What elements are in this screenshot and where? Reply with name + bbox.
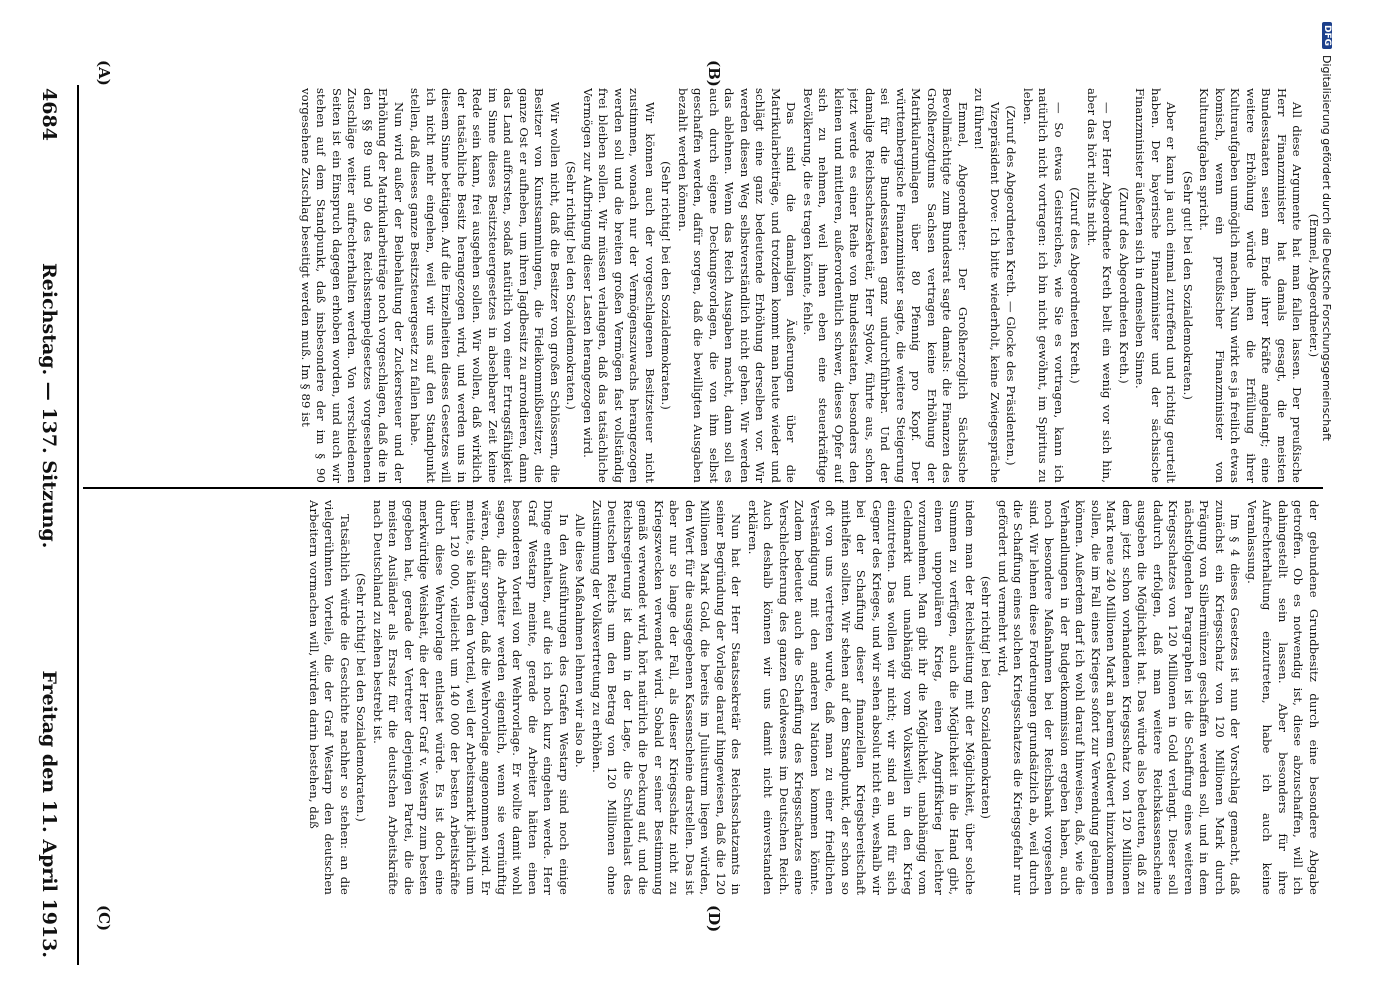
page-number: 4684 <box>38 88 60 141</box>
paragraph: Das sind die damaligen Äußerungen über die Matrikularbeiträge, und trotzdem kommt man heute wieder und schlägt eine ganz bedeutende Erhöhung derselben vor. Wir werden diesen Weg selbstverständlich nicht gehen. Wir werden das ablehnen. Wenn das Reich Ausgaben macht, dann soll es auch durch eigene Deckungsvorlagen, die von ihm selbst geschaffen werden, dafür sorgen, daß die bewilligten Ausgaben bezahlt werden können. <box>676 88 799 483</box>
paragraph: Alle diese Maßnahmen lehnen wir also ab. <box>573 514 588 768</box>
paragraph: Wir können auch der vorgeschlagenen Besitzsteuer nicht zustimmen, wonach nur der Vermögenszuwachs herangezogen werden soll und die breiten großen Vermögen fast vollständig frei bleiben sollen. Wir müssen verlangen, daß das tatsächliche Vermögen zur Aufbringung dieser Lasten herangezogen wird. <box>581 88 657 483</box>
paragraph: der gebundene Grundbesitz durch eine besondere Abgabe getroffen. Ob es notwendig ist, diese abzuschaffen, will ich dahingestellt sein lassen. Aber besonders für ihre Aufrechterhaltung einzutreten, habe ich auch keine Veranlassung. <box>1245 500 1321 895</box>
paragraph: In den Ausführungen des Grafen Westarp sind noch einige Dinge enthalten, auf die ich noch kurz eingehen werde. Herr Graf Westarp meinte, gerade die Arbeiter hätten einen besonderen Vorteil von der Wehrvorlage. Er wollte damit wohl sagen, die Arbeiter werden eigentlich, wenn sie vernünftig wären, dafür sorgen, daß die Wehrvorlage angenommen wird. Er meinte, sie hätten den Vorteil, weil der Arbeitsmarkt jährlich um über 120 000, vielleicht um 140 000 der besten Arbeitskräfte durch diese Wehrvorlage entlastet würde. Es ist doch eine merkwürdige Weisheit, die der Herr Graf v. Westarp zum besten gegeben hat, gerade der Vertreter derjenigen Partei, die die meisten Ausländer als Ersatz für die deutschen Arbeitskräfte nach Deutschland zu ziehen bestrebt ist. <box>371 500 571 895</box>
interjection: (sehr richtig! bei den Sozialdemokraten) <box>979 575 994 820</box>
interjection: (Sehr richtig! bei den Sozialdemokraten.) <box>659 161 674 410</box>
interjection: (Zuruf des Abgeordneten Kreth. — Glocke des Präsidenten.) <box>1004 105 1019 466</box>
paragraph: Wir wollen nicht, daß die Besitzer von großen Schlössern, die Besitzer von Kunstsammlungen, die Fideikommißbesitzer, die ganze Ost er aufheben, um ihren Jagdbesitz zu arrondieren, dann das Land aufforsten, sodaß natürlich von einer Ertragsfähigkeit im Sinne dieses Besitzsteuergesetzes in absehbarer Zeit keine Rede sein kann, frei ausgehen sollen. Wir wollen, daß wirklich der tatsächliche Besitz herangezogen wird, und werden uns in diesem Sinne betätigen. Auf die Einzelheiten dieses Gesetzes will ich nicht mehr eingehen, weil wir uns auf den Standpunkt stellen, daß dieses ganze Besitzsteuergesetz zu fallen habe. <box>408 88 562 483</box>
page-header <box>33 88 65 958</box>
paragraph: Tatsächlich würde die Geschichte nachher so stehen: an die vielgerühmten Vorteile, die der Graf Westarp den deutschen Arbeitern vormachen will, würden darin bestehen, daß <box>307 500 352 895</box>
paragraph: Im § 4 dieses Gesetzes ist nun der Vorschlag gemacht, daß zunächst ein Kriegsschatz von 120 Millionen Mark durch Prägung von Silbermünzen geschaffen werden soll, und in dem nächstfolgenden Paragraphen ist die Schaffung eines weiteren Kriegsschatzes von 120 Millionen in Gold verlangt. Dieser soll dadurch erfolgen, daß man weitere Reichskassenscheine ausgeben die Möglichkeit hat. Das würde also bedeuten, daß zu dem jetzt schon vorhandenen Kriegsschatz von 120 Millionen Mark neue 240 Millionen Mark an barem Geldwert hinzukommen sollen, die im Fall eines Krieges sofort zur Verwendung gelangen können. Außerdem darf ich wohl darauf hinweisen, daß, wie die Verhandlungen in der Budgetkommission ergeben haben, auch noch besondere Maßnahmen bei der Reichsbank vorgesehen sind. Wir lehnen diese Forderungen grundsätzlich ab, weil durch die Schaffung eines solchen Kriegsschatzes die Kriegsgefahr nur gefördert und vermehrt wird, <box>996 500 1243 895</box>
dfg-logo: DFG <box>1322 22 1332 49</box>
right-column <box>83 500 1321 895</box>
session-title: Reichstag. — 137. Sitzung. <box>38 263 60 549</box>
digitization-credit <box>1319 22 1335 962</box>
header-divider <box>77 85 79 965</box>
paragraph: indem man der Reichsleitung mit der Möglichkeit, über solche Summen zu verfügen, auch die Möglichkeit in die Hand gibt, einen unpopulären Krieg, einen Angriffskrieg leichter vorzunehmen. Man gibt ihr die Möglichkeit, unabhängig vom Geldmarkt und unabhängig vom Volkswillen in den Krieg einzutreten. Das wollen wir nicht; wir sind an und für sich Gegner des Krieges, und wir sehen absolut nicht ein, weshalb wir bei der Schaffung dieser finanziellen Kriegsbereitschaft mithelfen sollten. Wir stehen auf dem Standpunkt, der schon so oft von uns vertreten wurde, daß man zu einer friedlichen Verständigung mit den anderen Nationen kommen könnte. Zudem bedeutet auch die Schaffung des Kriegsschatzes eine Verschlechterung des ganzen Geldwesens im Deutschen Reich. Auch deshalb können wir uns damit nicht einverstanden erklären. <box>746 500 977 895</box>
paragraph: All diese Argumente hat man fallen lassen. Der preußische Herr Finanzminister hat damals gesagt, die meisten Bundesstaaten seien am Ende ihrer Kräfte angelangt; eine weitere Erhöhung würde ihnen die Erfüllung ihrer Kulturaufgaben unmöglich machen. Nun wirkt es ja freilich etwas komisch, wenn ein preußischer Finanzminister von Kulturaufgaben spricht. <box>1197 88 1305 483</box>
paragraph: Aber er kann ja auch einmal zutreffend und richtig geurteilt haben. Der bayerische Finanzminister und der sächsische Finanzminister äußerten sich in demselben Sinne. <box>1133 88 1179 483</box>
interjection: (Sehr richtig! bei den Sozialdemokraten.) <box>354 573 369 822</box>
session-date: Freitag den 11. April 1913. <box>38 670 60 958</box>
paragraph: Nun hat der Herr Staatssekretär des Reichsschatzamts in seiner Begründung der Vorlage darauf hingewiesen, daß die 120 Millionen Mark Gold, die bereits im Juliusturm liegen würden, den Wert für die ausgegebenen Kassenscheine darstellen. Das ist aber nur so lange der Fall, als dieser Kriegsschatz nicht zu Kriegszwecken verwendet wird. Sobald er seiner Bestimmung gemäß verwendet wird, hört natürlich die Deckung auf, und die Reichsregierung ist dann in der Lage, die Schuldenlast des Deutschen Reichs um den Betrag von 120 Millionen ohne Zustimmung der Volksvertretung zu erhöhen. <box>590 500 744 895</box>
paragraph: Emmel, Abgeordneter: Der Großherzoglich Sächsische Bevollmächtigte zum Bundesrat sagte damals: die Finanzen des Großherzogtums Sachsen vertragen keine Erhöhung der Matrikularumlagen über 80 Pfennig pro Kopf. Der württembergische Finanzminister sagte, die weitere Steigerung sei für die Bundesstaaten ganz undurchführbar. Und der damalige Reichsschatzsekretär, Herr Sydow, führte aus, schon jetzt werde es einer Reihe von Bundesstaaten, besonders den kleinen und mittleren, außerordentlich schwer, dieses Opfer auf sich zu nehmen, weil ihnen eben eine steuerkräftige Bevölkerung, die es tragen könnte, fehle. <box>801 88 970 483</box>
margin-letter-c: (C) <box>95 905 113 932</box>
column-divider <box>83 487 1323 489</box>
credit-text: Digitalisierung gefördert durch die Deutsche Forschungsgemeinschaft <box>1320 55 1334 441</box>
interjection: (Sehr gut! bei den Sozialdemokraten.) <box>1181 170 1195 400</box>
left-column <box>83 88 1321 483</box>
paragraph: Nun wird außer der Beibehaltung der Zuckersteuer und der Erhöhung der Matrikularbeiträge noch vorgeschlagen, daß die in den §§ 89 und 90 des Reichsstempelgesetzes vorgesehenen Zuschläge weiter aufrechterhalten werden. Von verschiedenen Seiten ist ein Einspruch dagegen erhoben worden, und auch wir stehen auf dem Standpunkt, daß insbesondere der im § 90 vorgesehene Zuschlag beseitigt werden muß. Im § 89 ist <box>299 88 406 483</box>
interjection: (Zuruf des Abgeordneten Kreth.) <box>1068 187 1083 384</box>
margin-letter-a: (A) <box>95 60 113 86</box>
paragraph: — So etwas Geistreiches, wie Sie es vortragen, kann ich natürlich nicht vortragen: ich bin nicht gewöhnt, im Spiritus zu leben. <box>1021 88 1066 483</box>
margin-letter-d: (D) <box>705 905 723 933</box>
interjection: (Zuruf des Abgeordneten Kreth.) <box>1117 187 1131 384</box>
paragraph: — Der Herr Abgeordnete Kreth bellt ein wenig vor sich hin, aber das hört nichts nicht. <box>1085 88 1115 483</box>
speaker-note: (Emmel, Abgeordneter.) <box>1307 213 1321 358</box>
margin-letter-b: (B) <box>705 60 723 87</box>
interjection: (Sehr richtig! bei den Sozialdemokraten.) <box>564 161 579 410</box>
paragraph: Vizepräsident Dove: Ich bitte wiederholt, keine Zwiegespräche zu führen! <box>972 88 1002 483</box>
